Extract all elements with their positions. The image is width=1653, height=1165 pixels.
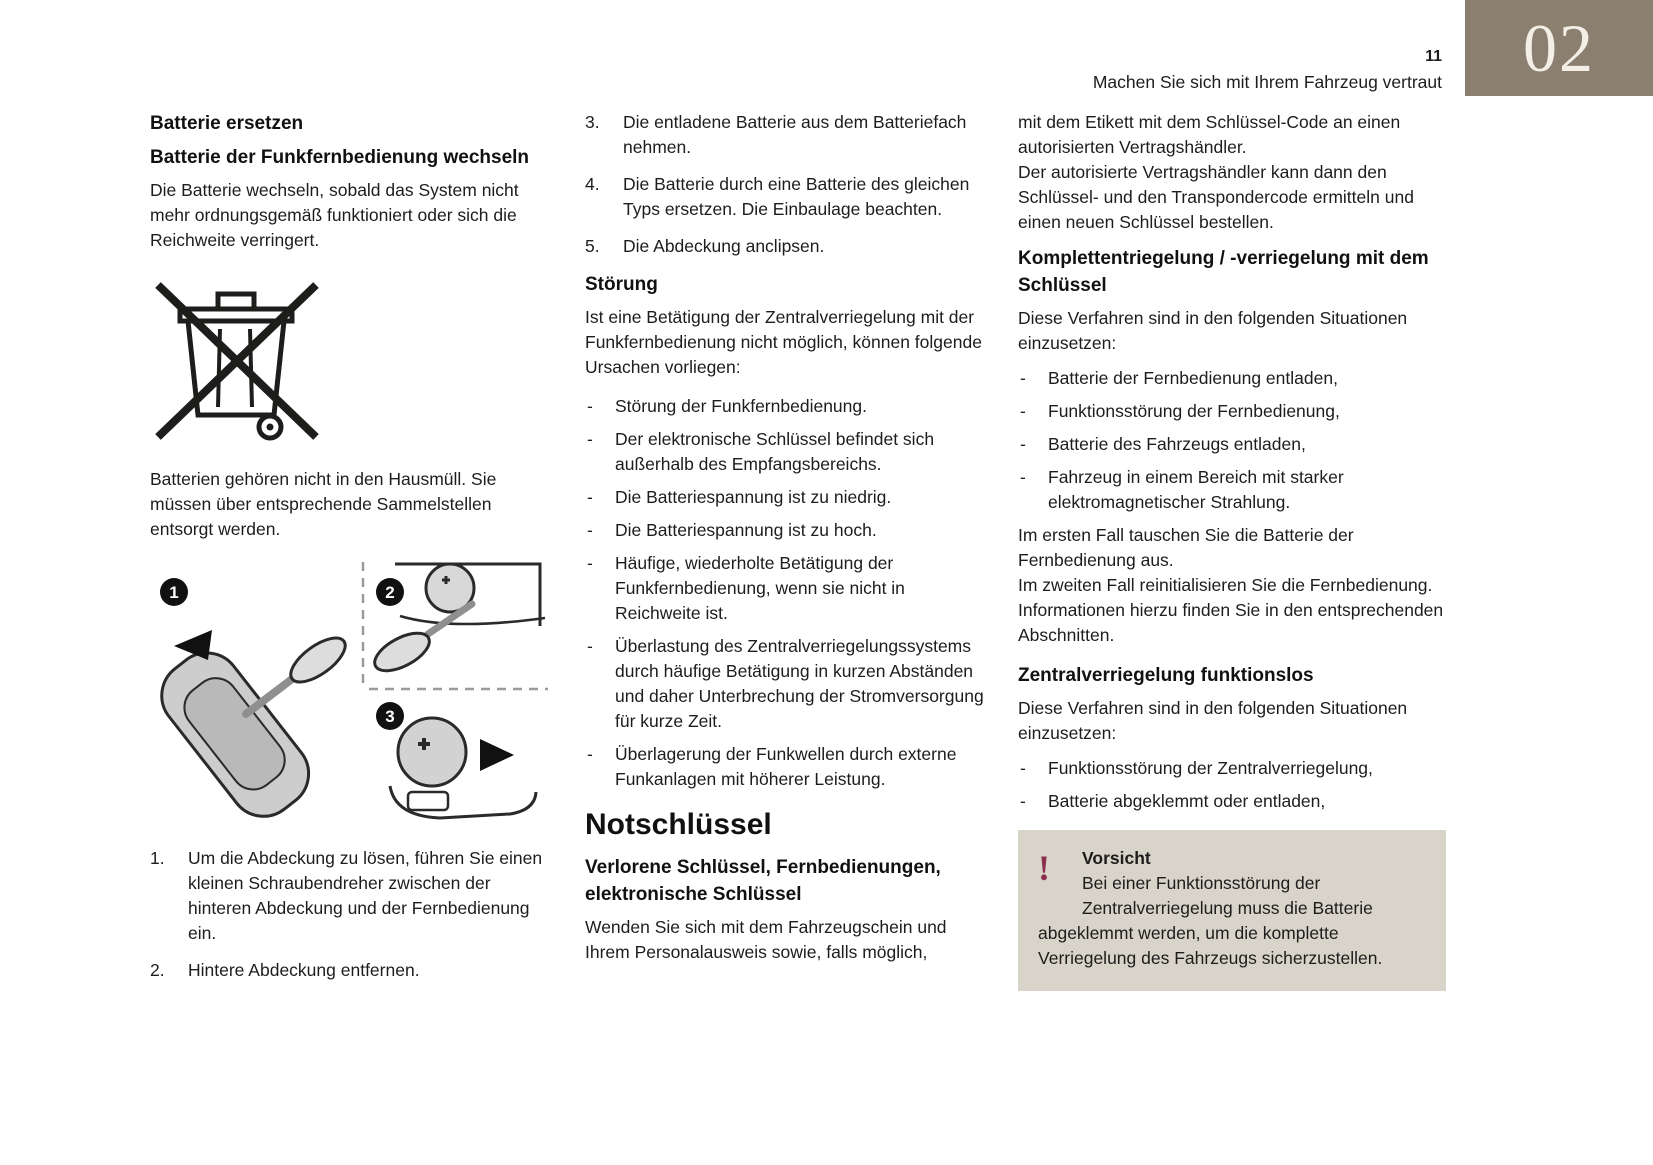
- paragraph: mit dem Etikett mit dem Schlüssel-Code an einen autorisierten Vertragshändler.: [1018, 112, 1401, 157]
- list-item: - Batterie des Fahrzeugs entladen,: [1018, 432, 1446, 457]
- caution-icon: !: [1038, 848, 1050, 888]
- step-number: 4.: [585, 174, 600, 194]
- step-text: Die Batterie durch eine Batterie des gleichen Typs ersetzen. Die Einbaulage beachten.: [623, 174, 970, 219]
- column-middle: [585, 110, 987, 979]
- caution-box: [1018, 830, 1446, 991]
- numbered-steps-3-5: [585, 110, 987, 259]
- heading-komplettentriegelung: Komplettentriegelung / -verriegelung mit dem Schlüssel: [1018, 248, 1429, 296]
- dash-list-situations-2: [1018, 756, 1446, 814]
- list-item: - Funktionsstörung der Zentralverriegelung,: [1018, 756, 1446, 781]
- list-item: - Überlagerung der Funkwellen durch externe Funkanlagen mit höherer Leistung.: [585, 742, 987, 792]
- paragraph: Diese Verfahren sind in den folgenden Situationen einzusetzen:: [1018, 698, 1408, 743]
- step-number: 3.: [585, 112, 600, 132]
- weee-bin-icon: [150, 267, 330, 457]
- key-fob-illustration: [150, 556, 550, 824]
- heading-batterie-wechseln: Batterie der Funkfernbedienung wechseln: [150, 147, 530, 168]
- list-item: [150, 846, 550, 946]
- list-item: [585, 234, 987, 259]
- numbered-steps-1-2: [150, 846, 550, 983]
- paragraph: Batterien gehören nicht in den Hausmüll. Sie müssen über entsprechende Sammelstellen entsorgt werden.: [150, 469, 497, 539]
- page-number: 11: [1425, 48, 1442, 65]
- figure-step-badge-2: 2: [376, 578, 404, 606]
- chapter-number: 02: [1523, 10, 1595, 86]
- paragraph: Der autorisierte Vertragshändler kann dann den Schlüssel- und den Transpondercode ermitteln und einen neuen Schlüssel bestellen.: [1018, 162, 1414, 232]
- heading-notschluessel: Notschlüssel: [585, 808, 772, 841]
- dash-list-causes: [585, 394, 987, 792]
- paragraph: Die Batterie wechseln, sobald das System nicht mehr ordnungsgemäß funktioniert oder sich die Reichweite verringert.: [150, 180, 519, 250]
- heading-batterie-ersetzen: Batterie ersetzen: [150, 113, 304, 134]
- paragraph: Wenden Sie sich mit dem Fahrzeugschein und Ihrem Personalausweis sowie, falls möglich,: [585, 917, 947, 962]
- figure-step-badge-3: 3: [376, 702, 404, 730]
- step-text: Die entladene Batterie aus dem Batteriefach nehmen.: [623, 112, 967, 157]
- list-item: [585, 110, 987, 160]
- list-item: - Häufige, wiederholte Betätigung der Funkfernbedienung, wenn sie nicht in Reichweite ist.: [585, 551, 987, 626]
- caution-title: Vorsicht: [1082, 848, 1151, 868]
- list-item: - Batterie abgeklemmt oder entladen,: [1018, 789, 1446, 814]
- figure-key-fob: [150, 556, 550, 824]
- step-text: Die Abdeckung anclipsen.: [623, 236, 825, 256]
- list-item: - Überlastung des Zentralverriegelungssystems durch häufige Betätigung in kurzen Abständen und daher Unterbrechung der Stromversorgung für kurze Zeit.: [585, 634, 987, 734]
- list-item: - Batterie der Fernbedienung entladen,: [1018, 366, 1446, 391]
- list-item: - Störung der Funkfernbedienung.: [585, 394, 987, 419]
- step-number: 2.: [150, 960, 165, 980]
- paragraph: Im zweiten Fall reinitialisieren Sie die Fernbedienung.: [1018, 575, 1433, 595]
- step-number: 5.: [585, 236, 600, 256]
- figure-step-badge-1: 1: [160, 578, 188, 606]
- heading-zentralverriegelung-funktionslos: Zentralverriegelung funktionslos: [1018, 665, 1314, 686]
- paragraph: Ist eine Betätigung der Zentralverriegelung mit der Funkfernbedienung nicht möglich, können folgende Ursachen vorliegen:: [585, 307, 982, 377]
- heading-stoerung: Störung: [585, 274, 658, 295]
- paragraph: Im ersten Fall tauschen Sie die Batterie der Fernbedienung aus.: [1018, 525, 1354, 570]
- list-item: [150, 958, 550, 983]
- list-item: [585, 172, 987, 222]
- paragraph: Informationen hierzu finden Sie in den entsprechenden Abschnitten.: [1018, 600, 1444, 645]
- heading-verlorene-schluessel: Verlorene Schlüssel, Fernbedienungen, elektronische Schlüssel: [585, 857, 941, 905]
- step-number: 1.: [150, 848, 165, 868]
- dash-list-situations-1: [1018, 366, 1446, 515]
- caution-text: Bei einer Funktionsstörung der Zentralverriegelung muss die Batterie abgeklemmt werden, um die komplette Verriegelung des Fahrzeugs sicherzustellen.: [1038, 873, 1383, 968]
- list-item: - Funktionsstörung der Fernbedienung,: [1018, 399, 1446, 424]
- column-left: [150, 110, 550, 995]
- list-item: - Der elektronische Schlüssel befindet sich außerhalb des Empfangsbereichs.: [585, 427, 987, 477]
- chapter-tab: [1465, 0, 1653, 96]
- list-item: - Fahrzeug in einem Bereich mit starker elektromagnetischer Strahlung.: [1018, 465, 1446, 515]
- page-header-title: Machen Sie sich mit Ihrem Fahrzeug vertraut: [1092, 72, 1442, 92]
- list-item: - Die Batteriespannung ist zu hoch.: [585, 518, 987, 543]
- column-right: [1018, 110, 1446, 991]
- figure-weee: [150, 267, 330, 457]
- step-text: Hintere Abdeckung entfernen.: [188, 960, 420, 980]
- list-item: - Die Batteriespannung ist zu niedrig.: [585, 485, 987, 510]
- step-text: Um die Abdeckung zu lösen, führen Sie einen kleinen Schraubendreher zwischen der hinteren Abdeckung und der Fernbedienung ein.: [188, 848, 543, 943]
- paragraph: Diese Verfahren sind in den folgenden Situationen einzusetzen:: [1018, 308, 1408, 353]
